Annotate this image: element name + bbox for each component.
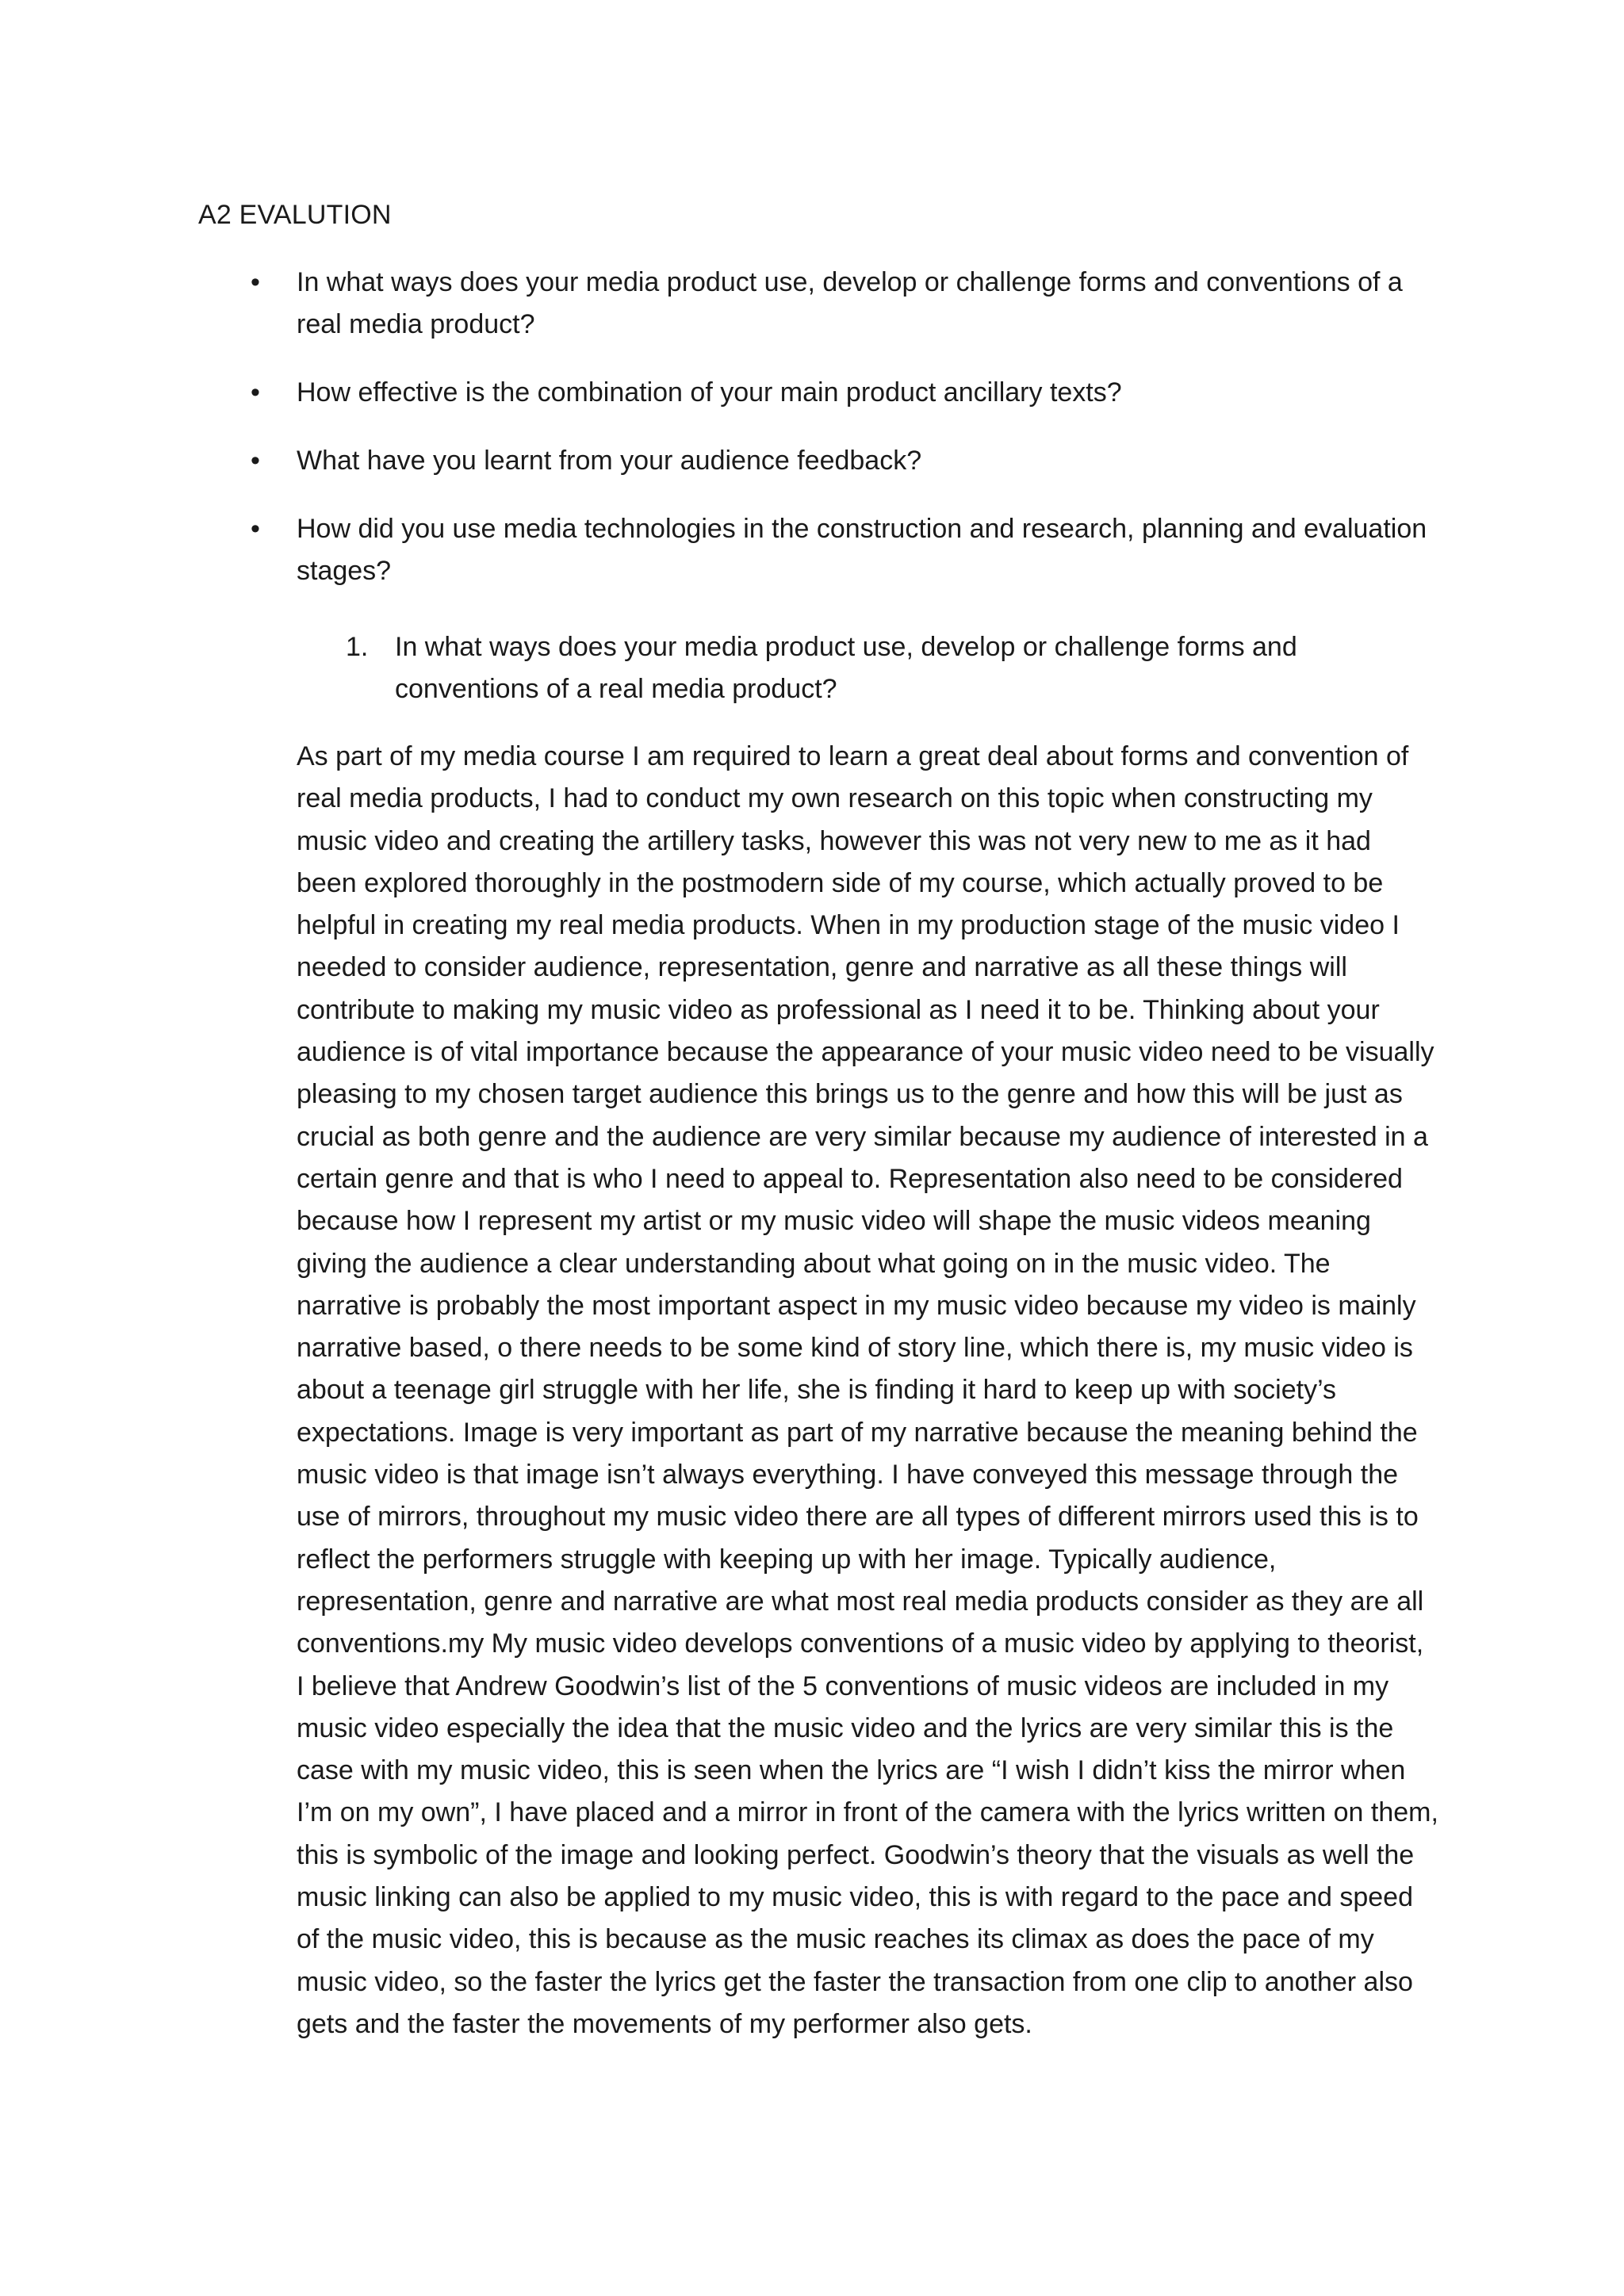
question-item — [198, 372, 1451, 414]
question-text: How effective is the combination of your main product ancillary texts? — [297, 377, 1122, 408]
numbered-question-text: In what ways does your media product use, develop or challenge forms and conventions of a real media product? — [395, 632, 1297, 704]
bullet-icon: • — [251, 514, 260, 544]
question-text: How did you use media technologies in the construction and research, planning and evaluation stages? — [297, 514, 1427, 586]
numbered-question — [297, 626, 1407, 710]
question-number: 1. — [346, 632, 369, 662]
document-title: A2 EVALUTION — [198, 200, 392, 230]
question-text: In what ways does your media product use, develop or challenge forms and conventions of a real media product? — [297, 267, 1403, 339]
question-item — [198, 508, 1451, 592]
question-list — [198, 262, 1451, 618]
question-text: What have you learnt from your audience feedback? — [297, 446, 922, 476]
question-item — [198, 440, 1451, 482]
bullet-icon: • — [251, 267, 260, 297]
bullet-icon: • — [251, 377, 260, 408]
answer-paragraph: As part of my media course I am required to learn a great deal about forms and convention of real media products, I had to conduct my own research on this topic when constructing my music video and creating the artillery tasks, however this was not very new to me as it had been explored thoroughly in the postmodern side of my course, which actually proved to be helpful in creating my real media products. When in my production stage of the music video I needed to consider audience, representation, genre and narrative as all these things will contribute to making my music video as professional as I need it to be. Thinking about your audience is of vital importance because the appearance of your music video need to be visually pleasing to my chosen target audience this brings us to the genre and how this will be just as crucial as both genre and the audience are very similar because my audience of interested in a certain genre and that is who I need to appeal to. Representation also need to be considered because how I represent my artist or my music video will shape the music videos meaning giving the audience a clear understanding about what going on in the music video. The narrative is probably the most important aspect in my music video because my video is mainly narrative based, o there needs to be some kind of story line, which there is, my music video is about a teenage girl struggle with her life, she is finding it hard to keep up with society’s expectations. Image is very important as part of my narrative because the meaning behind the music video is that image isn’t always everything. I have conveyed this message through the use of mirrors, throughout my music video there are all types of different mirrors used this is to reflect the performers struggle with keeping up with her image. Typically audience, representation, genre and narrative are what most real media products consider as they are all conventions.my My music video develops conventions of a music video by applying to theorist, I believe that Andrew Goodwin’s list of the 5 conventions of music videos are included in my music video especially the idea that the music video and the lyrics are very similar this is the case with my music video, this is seen when the lyrics are “I wish I didn’t kiss the mirror when I’m on my own”, I have placed and a mirror in front of the camera with the lyrics written on them, this is symbolic of the image and looking perfect. Goodwin’s theory that the visuals as well the music linking can also be applied to my music video, this is with regard to the pace and speed of the music video, this is because as the music reaches its climax as does the pace of my music video, so the faster the lyrics get the faster the transaction from one clip to another also gets and the faster the movements of my performer also gets. — [297, 741, 1438, 2039]
question-item — [198, 262, 1451, 346]
numbered-question-item — [297, 626, 1407, 710]
bullet-icon: • — [251, 446, 260, 476]
